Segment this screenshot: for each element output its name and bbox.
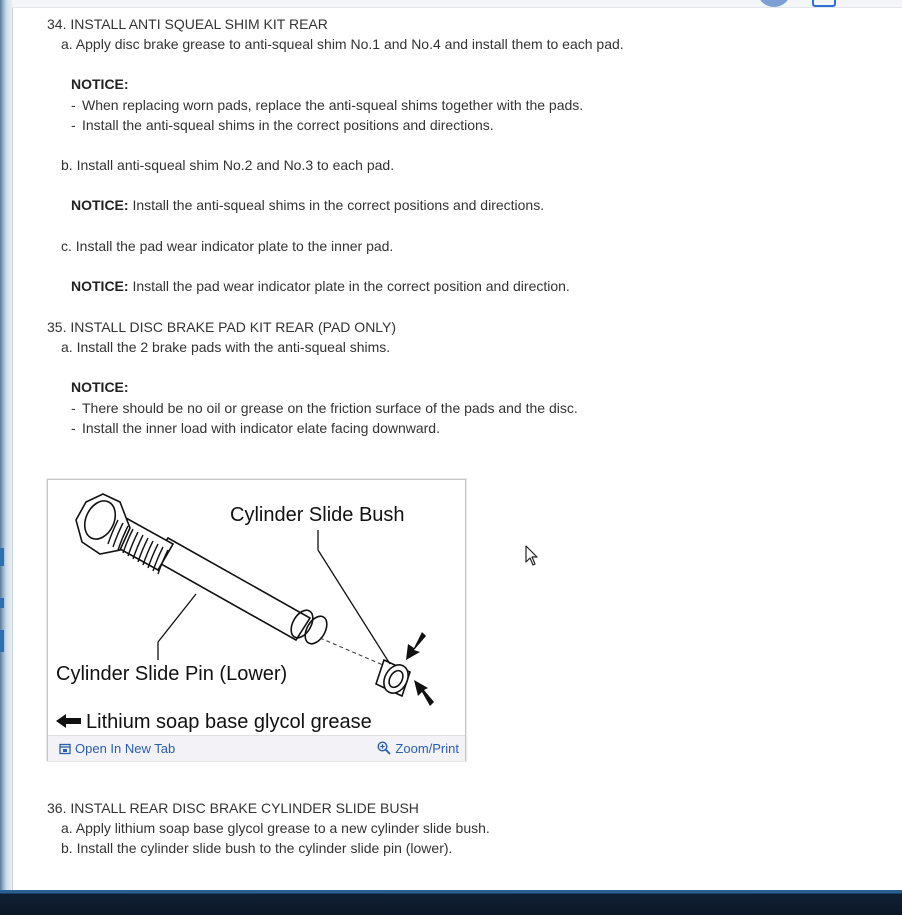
step-36-a: a. Apply lithium soap base glycol grease to a new cylinder slide bush. (61, 820, 490, 836)
edge-marker (0, 630, 4, 652)
window-left-edge (0, 0, 12, 893)
zoom-print-link[interactable]: Zoom/Print (377, 741, 459, 756)
open-in-new-tab-link[interactable]: Open In New Tab (59, 741, 175, 756)
step-36-b: b. Install the cylinder slide bush to the cylinder slide pin (lower). (61, 840, 453, 856)
step-36-title: 36. INSTALL REAR DISC BRAKE CYLINDER SLIDE BUSH (47, 800, 419, 816)
notice-line: NOTICE: Install the anti-squeal shims in the correct positions and directions. (71, 197, 545, 213)
figure-slide-bush[interactable] (47, 479, 466, 761)
step-34-b: b. Install anti-squeal shim No.2 and No.3 to each pad. (61, 157, 395, 173)
taskbar (0, 890, 902, 915)
open-new-tab-icon (59, 743, 71, 755)
document-icon[interactable] (812, 0, 836, 7)
mouse-pointer-icon (525, 545, 539, 567)
step-35-title: 35. INSTALL DISC BRAKE PAD KIT REAR (PAD ONLY) (47, 319, 397, 335)
figure-footer (48, 735, 465, 761)
magnifier-plus-icon (377, 741, 391, 755)
step-34-c: c. Install the pad wear indicator plate to the inner pad. (61, 238, 394, 254)
slide-pin-illustration (48, 480, 465, 735)
notice-label: NOTICE: (71, 76, 129, 92)
edge-marker (0, 548, 4, 566)
notice-bullet: - There should be no oil or grease on the friction surface of the pads and the disc. (71, 400, 578, 416)
notice-bullet: - When replacing worn pads, replace the anti-squeal shims together with the pads. (71, 97, 584, 113)
label-pin: Cylinder Slide Pin (Lower) (56, 663, 288, 685)
label-bush: Cylinder Slide Bush (230, 504, 405, 526)
notice-line: NOTICE: Install the pad wear indicator plate in the correct position and direction. (71, 278, 570, 294)
step-34-a: a. Apply disc brake grease to anti-squeal shim No.1 and No.4 and install them to each pad. (61, 36, 624, 52)
notice-bullet: - Install the inner load with indicator elate facing downward. (71, 420, 440, 436)
step-34-title: 34. INSTALL ANTI SQUEAL SHIM KIT REAR (47, 16, 328, 32)
label-grease: Lithium soap base glycol grease (86, 711, 372, 733)
edge-marker (0, 598, 4, 608)
step-35-a: a. Install the 2 brake pads with the anti-squeal shims. (61, 339, 391, 355)
notice-label: NOTICE: (71, 379, 129, 395)
notice-bullet: - Install the anti-squeal shims in the correct positions and directions. (71, 117, 494, 133)
